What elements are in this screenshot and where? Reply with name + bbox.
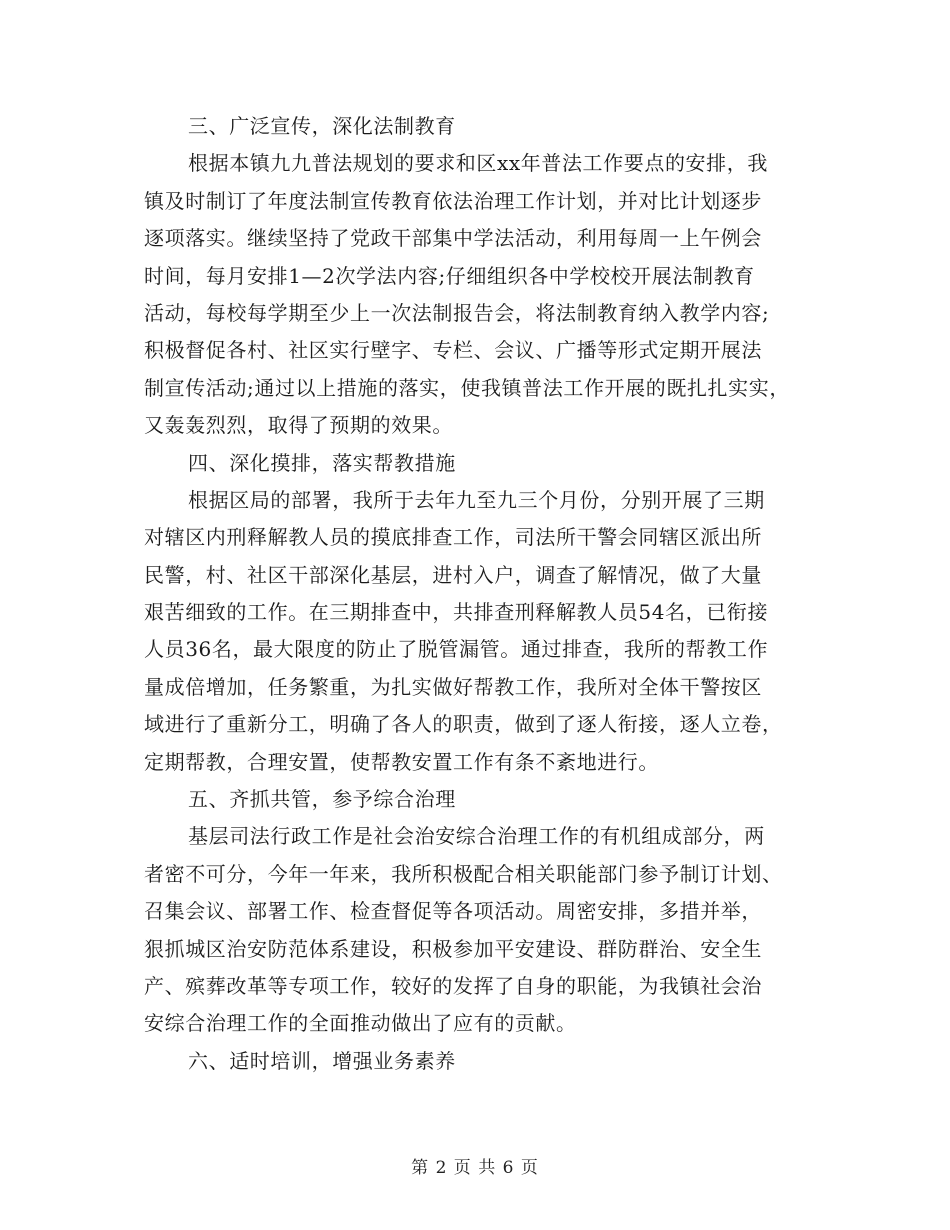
- section-heading: 四、深化摸排，落实帮教措施: [188, 450, 456, 475]
- paragraph-line: 安综合治理工作的全面推动做出了应有的贡献。: [144, 1011, 577, 1036]
- paragraph-line: 对辖区内刑释解教人员的摸底排查工作，司法所干警会同辖区派出所: [144, 525, 762, 550]
- document-body: [144, 108, 809, 1080]
- paragraph-line: 制宣传活动;通过以上措施的落实，使我镇普法工作开展的既扎扎实实，: [144, 375, 790, 400]
- paragraph-line: 艰苦细致的工作。在三期排查中，共排查刑释解教人员54名，已衔接: [144, 600, 769, 625]
- paragraph-line: 根据本镇九九普法规划的要求和区xx年普法工作要点的安排，我: [188, 151, 768, 176]
- section-heading: 五、齐抓共管，参予综合治理: [188, 787, 456, 812]
- paragraph-line: 又轰轰烈烈，取得了预期的效果。: [144, 413, 453, 438]
- paragraph-line: 民警，村、社区干部深化基层，进村入户，调查了解情况，做了大量: [144, 562, 762, 587]
- paragraph-line: 定期帮教，合理安置，使帮教安置工作有条不紊地进行。: [144, 749, 659, 774]
- paragraph-line: 量成倍增加，任务繁重，为扎实做好帮教工作，我所对全体干警按区: [144, 674, 762, 699]
- paragraph-line: 狠抓城区治安防范体系建设，积极参加平安建设、群防群治、安全生: [144, 936, 762, 961]
- section-heading: 三、广泛宣传，深化法制教育: [188, 114, 456, 138]
- paragraph-line: 召集会议、部署工作、检查督促等各项活动。周密安排，多措并举，: [144, 899, 762, 924]
- paragraph-line: 积极督促各村、社区实行壁字、专栏、会议、广播等形式定期开展法: [144, 338, 762, 363]
- paragraph-line: 活动，每校每学期至少上一次法制报告会，将法制教育纳入教学内容;: [144, 300, 770, 325]
- paragraph-line: 逐项落实。继续坚持了党政干部集中学法活动，利用每周一上午例会: [144, 226, 762, 251]
- paragraph-line: 域进行了重新分工，明确了各人的职责，做到了逐人衔接，逐人立卷，: [144, 712, 783, 737]
- paragraph-line: 人员36名，最大限度的防止了脱管漏管。通过排查，我所的帮教工作: [144, 637, 769, 662]
- paragraph-line: 者密不可分，今年一年来，我所积极配合相关职能部门参予制订计划、: [144, 861, 783, 886]
- page-footer: 第 2 页 共 6 页: [411, 1158, 539, 1178]
- paragraph-line: 基层司法行政工作是社会治安综合治理工作的有机组成部分，两: [188, 824, 765, 849]
- paragraph-line: 时间，每月安排1—2次学法内容;仔细组织各中学校校开展法制教育: [144, 263, 755, 288]
- paragraph-line: 镇及时制订了年度法制宣传教育依法治理工作计划，并对比计划逐步: [144, 188, 762, 213]
- paragraph-line: 产、殡葬改革等专项工作，较好的发挥了自身的职能，为我镇社会治: [144, 973, 762, 998]
- section-heading: 六、适时培训，增强业务素养: [188, 1048, 456, 1073]
- paragraph-line: 根据区局的部署，我所于去年九至九三个月份，分别开展了三期: [188, 487, 765, 512]
